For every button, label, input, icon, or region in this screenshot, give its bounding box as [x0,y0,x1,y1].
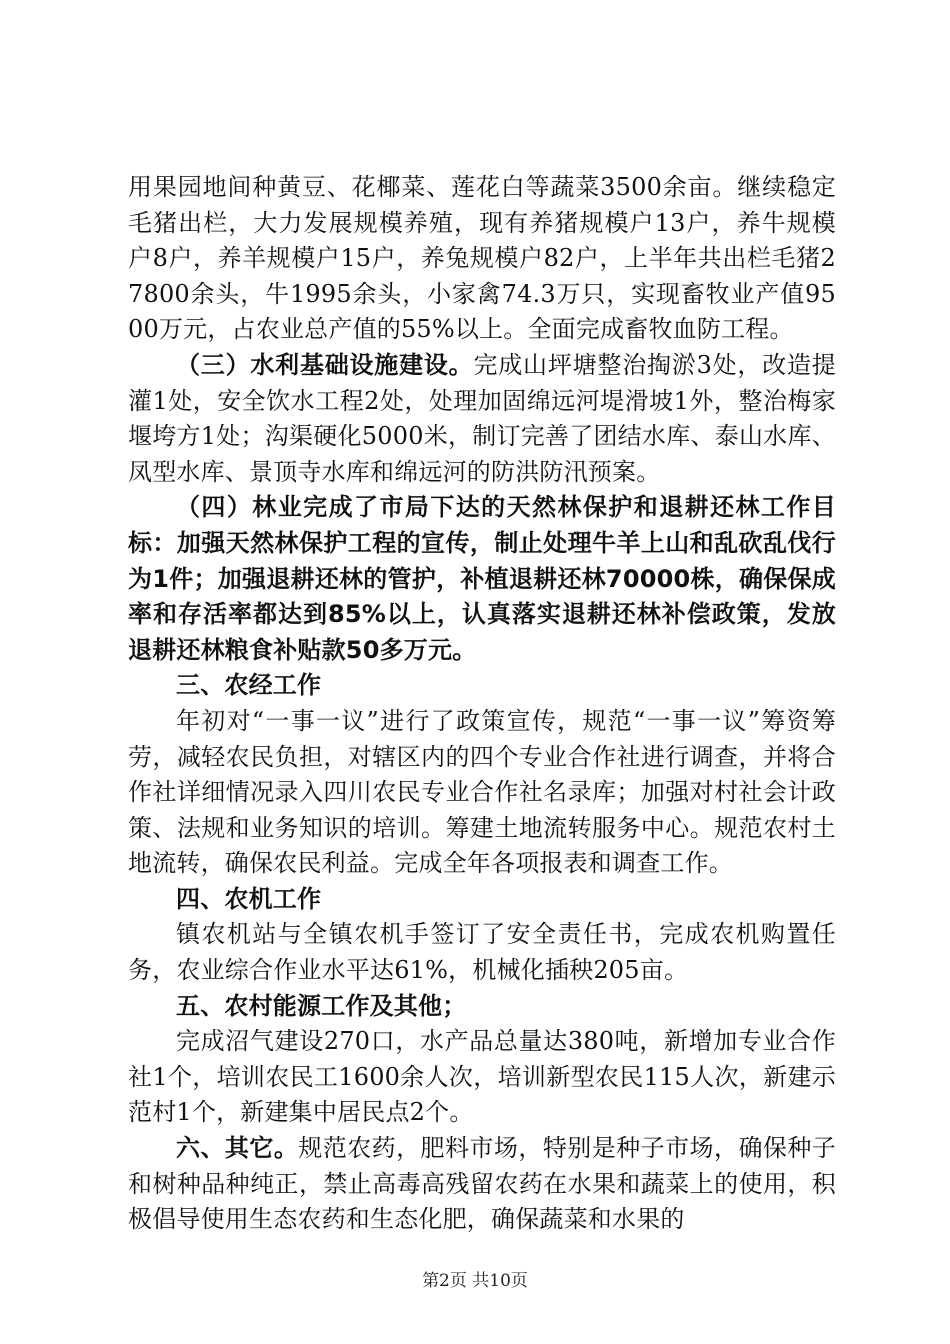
paragraph-text: 年初对“一事一议”进行了政策宣传，规范“一事一议”筹资筹劳，减轻农民负担，对辖区内的四个专业合作社进行调查，并将合作社详细情况录入四川农民专业合作社名录库；加强对村社会计政策、法规和业务知识的培训。筹建土地流转服务中心。规范农村土地流转，确保农民利益。完成全年各项报表和调查工作。 [128,706,836,878]
paragraph-text: 完成沼气建设270口，水产品总量达380吨，新增加专业合作社1个，培训农民工1600余人次，培训新型农民115人次，新建示范村1个，新建集中居民点2个。 [128,1027,836,1127]
heading-text: 五、农村能源工作及其他； [176,991,467,1020]
paragraph-rural-energy [128,1024,836,1131]
paragraph-text: 完成山坪塘整治掏淤3处，改造提灌1处，安全饮水工程2处，处理加固绵远河堤滑坡1外，整治梅家堰垮方1处；沟渠硬化5000米，制订完善了团结水库、泰山水库、凤型水库、景顶寺水库和绵远河的防洪防汛预案。 [128,350,836,486]
page-number-footer: 第2页 共10页 [422,1271,528,1291]
paragraph-forestry [128,490,836,668]
section-heading-water: （三）水利基础设施建设。 [176,350,474,379]
section-heading-agri-economy [128,668,836,704]
section-heading-forestry: （四）林业完成了市局下达的天然林保护和退耕还林工作目标：加强天然林保护工程的宣传，制止处理牛羊上山和乱砍乱伐行为1件；加强退耕还林的管护，补植退耕还林70000株，确保保成率和存活率都达到85%以上，认真落实退耕还林补偿政策，发放退耕还林粮食补贴款50多万元。 [128,493,836,664]
heading-text: 三、农经工作 [176,671,322,700]
document-body [128,170,836,1238]
paragraph-livestock [128,170,836,348]
paragraph-other [128,1131,836,1238]
heading-text: 四、农机工作 [176,884,322,913]
section-heading-other: 六、其它。 [176,1134,299,1163]
paragraph-agri-economy [128,704,836,882]
section-heading-rural-energy [128,989,836,1025]
paragraph-text: 镇农机站与全镇农机手签订了安全责任书，完成农机购置任务，农业综合作业水平达61%，机械化插秧205亩。 [128,920,836,985]
paragraph-agri-machinery [128,917,836,988]
paragraph-water-infrastructure [128,348,836,490]
paragraph-text: 用果园地间种黄豆、花椰菜、莲花白等蔬菜3500余亩。继续稳定毛猪出栏，大力发展规模养殖，现有养猪规模户13户，养牛规模户8户，养羊规模户15户，养兔规模户82户，上半年共出栏毛猪27800余头，牛1995余头，小家禽74.3万只，实现畜牧业产值9500万元，占农业总产值的55%以上。全面完成畜牧血防工程。 [128,173,836,344]
paragraph-text: 规范农药，肥料市场，特别是种子市场，确保种子和树种品种纯正，禁止高毒高残留农药在水果和蔬菜上的使用，积极倡导使用生态农药和生态化肥，确保蔬菜和水果的 [128,1134,837,1234]
section-heading-agri-machinery [128,882,836,918]
